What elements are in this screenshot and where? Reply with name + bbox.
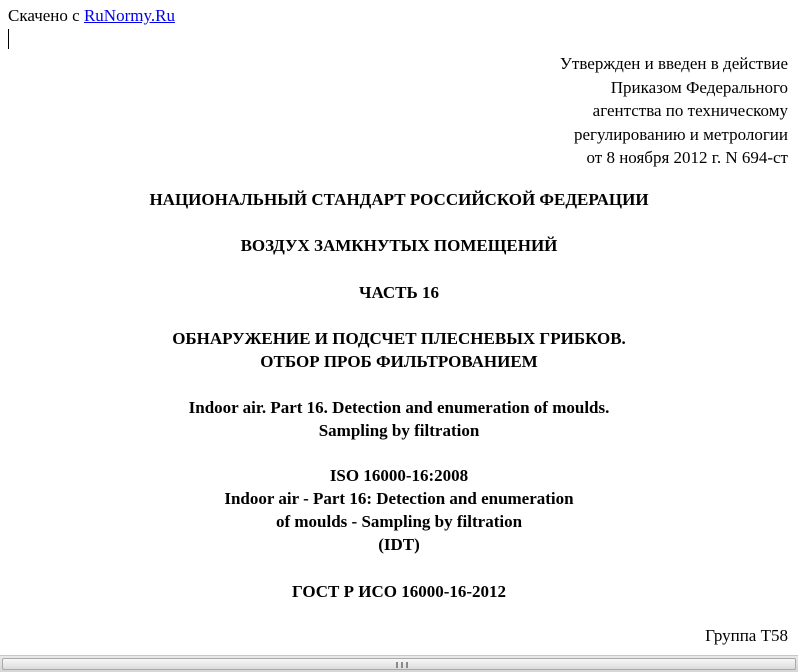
subtitle-block: [0, 327, 798, 373]
part-block: [0, 281, 798, 304]
grip-lines-icon: [396, 662, 408, 668]
standard-type-block: [0, 188, 798, 211]
source-prefix: Скачено с: [8, 6, 84, 25]
approval-line: Утвержден и введен в действие: [559, 54, 788, 73]
text-caret: [8, 29, 9, 49]
main-title: ВОЗДУХ ЗАМКНУТЫХ ПОМЕЩЕНИЙ: [240, 236, 558, 255]
iso-number: ISO 16000-16:2008: [329, 466, 469, 485]
main-title-block: [0, 234, 798, 257]
subtitle-line: ОБНАРУЖЕНИЕ И ПОДСЧЕТ ПЛЕСНЕВЫХ ГРИБКОВ.: [172, 329, 626, 348]
english-title-line: Sampling by filtration: [318, 421, 480, 440]
approval-line: Приказом Федерального: [610, 77, 788, 97]
iso-equivalence: (IDT): [378, 535, 420, 554]
iso-title-line: of moulds - Sampling by filtration: [275, 512, 523, 531]
iso-block: [0, 464, 798, 556]
horizontal-scrollbar[interactable]: [0, 655, 798, 672]
approval-line: от 8 ноября 2012 г. N 694-ст: [586, 148, 788, 167]
approval-line: регулированию и метрологии: [573, 124, 788, 144]
standard-type: НАЦИОНАЛЬНЫЙ СТАНДАРТ РОССИЙСКОЙ ФЕДЕРАЦИИ: [149, 190, 649, 209]
approval-line: агентства по техническому: [592, 101, 788, 120]
source-link[interactable]: RuNormy.Ru: [83, 6, 175, 25]
english-title-block: [0, 396, 798, 442]
iso-title-line: Indoor air - Part 16: Detection and enumeration: [224, 489, 574, 508]
scrollbar-thumb[interactable]: [2, 658, 796, 670]
subtitle-line: ОТБОР ПРОБ ФИЛЬТРОВАНИЕМ: [260, 352, 538, 371]
english-title-line: Indoor air. Part 16. Detection and enumeration of moulds.: [188, 398, 610, 417]
gost-number: ГОСТ Р ИСО 16000-16-2012: [291, 582, 507, 601]
group-code: Группа Т58: [705, 626, 788, 645]
source-line: [8, 6, 175, 26]
part-number: ЧАСТЬ 16: [358, 283, 439, 302]
approval-block: [560, 52, 788, 170]
gost-block: [0, 580, 798, 603]
